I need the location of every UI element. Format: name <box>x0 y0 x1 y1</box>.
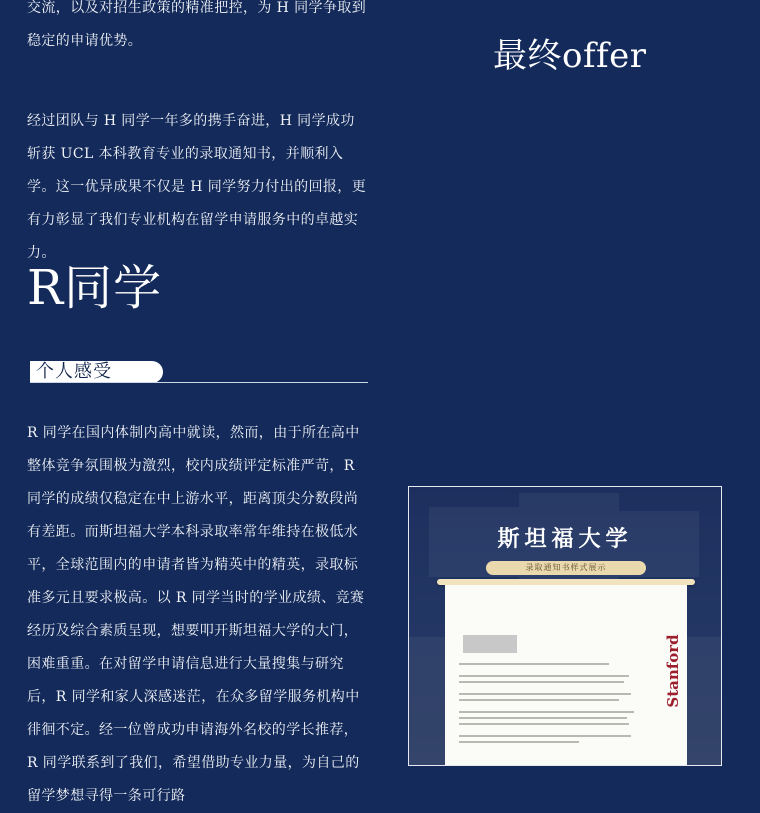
section-tag-label: 个人感受 <box>36 361 112 382</box>
card-subtitle: 录取通知书样式展示 <box>486 561 646 575</box>
letter-text-line <box>459 681 624 683</box>
building-silhouette <box>409 637 449 766</box>
letter-text-line <box>459 663 609 665</box>
letter-text-line <box>459 699 619 701</box>
letter-text-line <box>459 693 631 695</box>
offer-letter-image <box>408 486 722 766</box>
letter-text-line <box>459 723 629 725</box>
letter-text-line <box>459 735 631 737</box>
section-divider <box>30 382 368 383</box>
admission-letter-page <box>445 585 687 766</box>
letter-text-line <box>459 675 629 677</box>
letter-text-line <box>459 741 579 743</box>
h-story-paragraph: 交流，以及对招生政策的精准把控，为 H 同学争取到稳定的申请优势。 <box>27 0 367 49</box>
letter-text-line <box>459 711 634 713</box>
h-result-paragraph: 经过团队与 H 同学一年多的携手奋进，H 同学成功斩获 UCL 本科教育专业的录取通知书，并顺利入学。这一优异成果不仅是 H 同学努力付出的回报，更有力彰显了我们专业机构在留学申请服务中的卓越实力。 <box>27 113 367 261</box>
letter-text-line <box>459 717 627 719</box>
redacted-name-block <box>463 635 517 653</box>
final-offer-heading: 最终offer <box>493 36 647 76</box>
stanford-wordmark: Stanford <box>664 634 682 708</box>
r-story-paragraph: R 同学在国内体制内高中就读，然而，由于所在高中整体竞争氛围极为激烈，校内成绩评定标准严苛，R 同学的成绩仅稳定在中上游水平，距离顶尖分数段尚有差距。而斯坦福大学本科录取率常年维持在极低水平，全球范围内的申请者皆为精英中的精英，录取标准多元且要求极高。以 R 同学当时的学业成绩、竞赛经历及综合素质呈现，想要叩开斯坦福大学的大门，困难重重。在对留学申请信息进行大量搜集与研究后，R 同学和家人深感迷茫，在众多留学服务机构中徘徊不定。经一位曾成功申请海外名校的学长推荐，R 同学联系到了我们，希望借助专业力量，为自己的留学梦想寻得一条可行路 <box>27 425 365 804</box>
student-r-title: R同学 <box>27 260 163 316</box>
card-title: 斯坦福大学 <box>497 526 633 552</box>
